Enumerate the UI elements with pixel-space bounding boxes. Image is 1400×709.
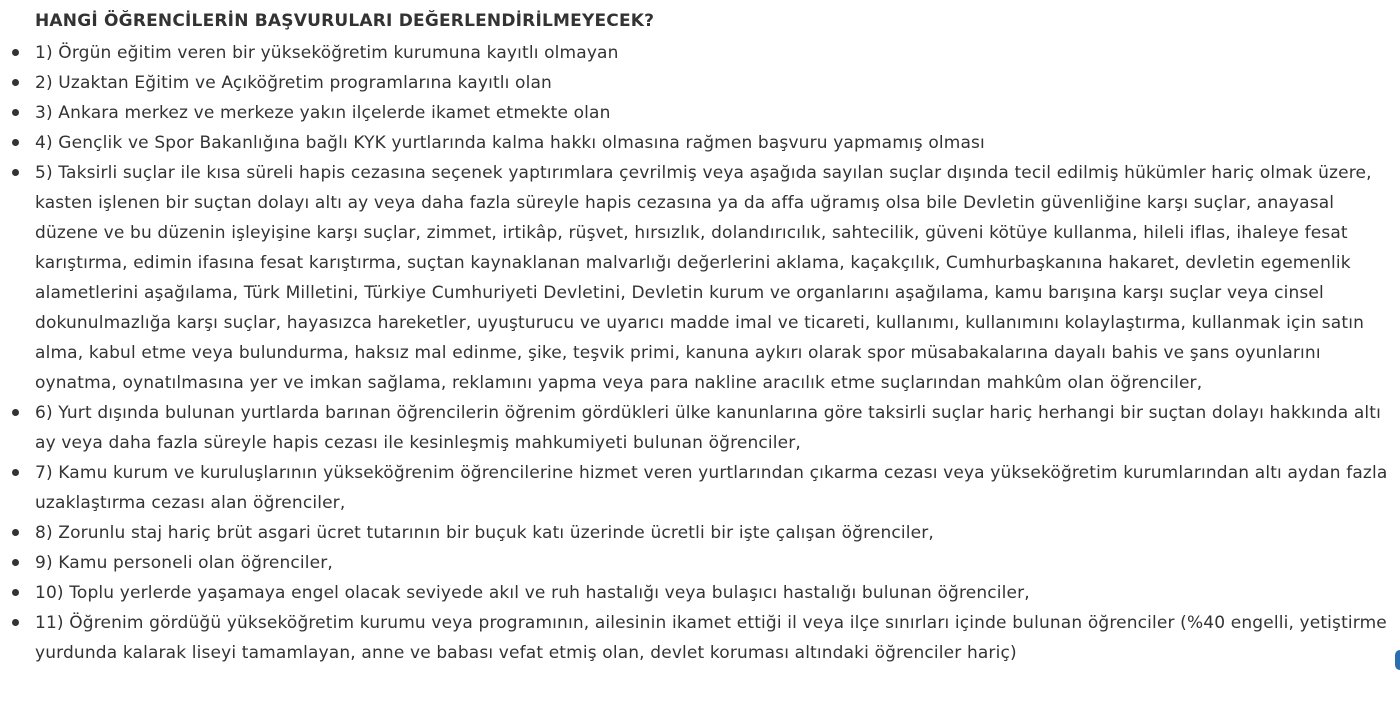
list-item-text: 5) Taksirli suçlar ile kısa süreli hapis cezasına seçenek yaptırımlara çevrilmiş veya aşağıda sayılan suçlar dışında tecil edilmiş hükümler hariç olmak üzere, kasten işlenen bir suçtan dolayı altı ay veya daha fazla süreyle hapis cezasına ya da affa uğramış olsa bile Devletin güvenliğine karşı suçlar, anayasal düzene ve bu düzenin işleyişine karşı suçlar, zimmet, irtikâp, rüşvet, hırsızlık, dolandırıcılık, sahtecilik, güveni kötüye kullanma, hileli iflas, ihaleye fesat karıştırma, edimin ifasına fesat karıştırma, suçtan kaynaklanan malvarlığı değerlerini aklama, kaçakçılık, Cumhurbaşkanına hakaret, devletin egemenlik alametlerini aşağılama, Türk Milletini, Türkiye Cumhuriyeti Devletini, Devletin kurum ve organlarını aşağılama, kamu barışına karşı suçlar veya cinsel dokunulmazlığa karşı suçlar, hayasızca hareketler, uyuşturucu ve uyarıcı madde imal ve ticareti, kullanımı, kullanımını kolaylaştırma, kullanmak için satın alma, kabul etme veya bulundurma, haksız mal edinme, şike, teşvik primi, kanuna aykırı olarak spor müsabakalarına dayalı bahis ve şans oyunlarını oynatma, oynatılmasına yer ve imkan sağlama, reklamını yapma veya para nakline aracılık etme suçlarından mahkûm olan öğrenciler,: [35, 163, 1372, 393]
list-item: [35, 548, 1390, 578]
list-item-text: 4) Gençlik ve Spor Bakanlığına bağlı KYK yurtlarında kalma hakkı olmasına rağmen başvuru yapmamış olması: [35, 133, 985, 153]
bullet-icon: [12, 79, 19, 86]
list-item: [35, 398, 1390, 458]
section-heading: HANGİ ÖĞRENCİLERİN BAŞVURULARI DEĞERLENDİRİLMEYECEK?: [35, 11, 655, 31]
bullet-icon: [12, 109, 19, 116]
bullet-icon: [12, 559, 19, 566]
list-item-text: 1) Örgün eğitim veren bir yükseköğretim kurumuna kayıtlı olmayan: [35, 43, 619, 63]
list-item: [35, 158, 1390, 398]
list-item: [35, 518, 1390, 548]
list-item: [35, 38, 1390, 68]
article-content: [0, 8, 1400, 668]
bullet-icon: [12, 589, 19, 596]
list-item-text: 2) Uzaktan Eğitim ve Açıköğretim programlarına kayıtlı olan: [35, 73, 552, 93]
floating-widget-edge[interactable]: [1395, 650, 1400, 670]
list-item: [35, 608, 1390, 668]
bullet-icon: [12, 409, 19, 416]
bullet-icon: [12, 49, 19, 56]
bullet-icon: [12, 469, 19, 476]
list-item-text: 10) Toplu yerlerde yaşamaya engel olacak seviyede akıl ve ruh hastalığı veya bulaşıcı hastalığı bulunan öğrenciler,: [35, 583, 1030, 603]
list-item-text: 6) Yurt dışında bulunan yurtlarda barınan öğrencilerin öğrenim gördükleri ülke kanunlarına göre taksirli suçlar hariç herhangi bir suçtan dolayı hakkında altı ay veya daha fazla süreyle hapis cezası ile kesinleşmiş mahkumiyeti bulunan öğrenciler,: [35, 403, 1381, 453]
list-item: [35, 578, 1390, 608]
list-item-text: 9) Kamu personeli olan öğrenciler,: [35, 553, 333, 573]
list-item-text: 7) Kamu kurum ve kuruluşlarının yükseköğrenim öğrencilerine hizmet veren yurtlarından çıkarma cezası veya yükseköğretim kurumlarından altı aydan fazla uzaklaştırma cezası alan öğrenciler,: [35, 463, 1388, 513]
list-item: [35, 98, 1390, 128]
criteria-list: [0, 38, 1400, 668]
list-item-text: 8) Zorunlu staj hariç brüt asgari ücret tutarının bir buçuk katı üzerinde ücretli bir işte çalışan öğrenciler,: [35, 523, 934, 543]
list-item: [35, 128, 1390, 158]
bullet-icon: [12, 139, 19, 146]
list-item: [35, 68, 1390, 98]
bullet-icon: [12, 529, 19, 536]
list-item-text: 11) Öğrenim gördüğü yükseköğretim kurumu veya programının, ailesinin ikamet ettiği il veya ilçe sınırları içinde bulunan öğrenciler (%40 engelli, yetiştirme yurdunda kalarak liseyi tamamlayan, anne ve babası vefat etmiş olan, devlet koruması altındaki öğrenciler hariç): [35, 613, 1387, 663]
bullet-icon: [12, 169, 19, 176]
list-item-text: 3) Ankara merkez ve merkeze yakın ilçelerde ikamet etmekte olan: [35, 103, 611, 123]
bullet-icon: [12, 619, 19, 626]
list-item: [35, 458, 1390, 518]
